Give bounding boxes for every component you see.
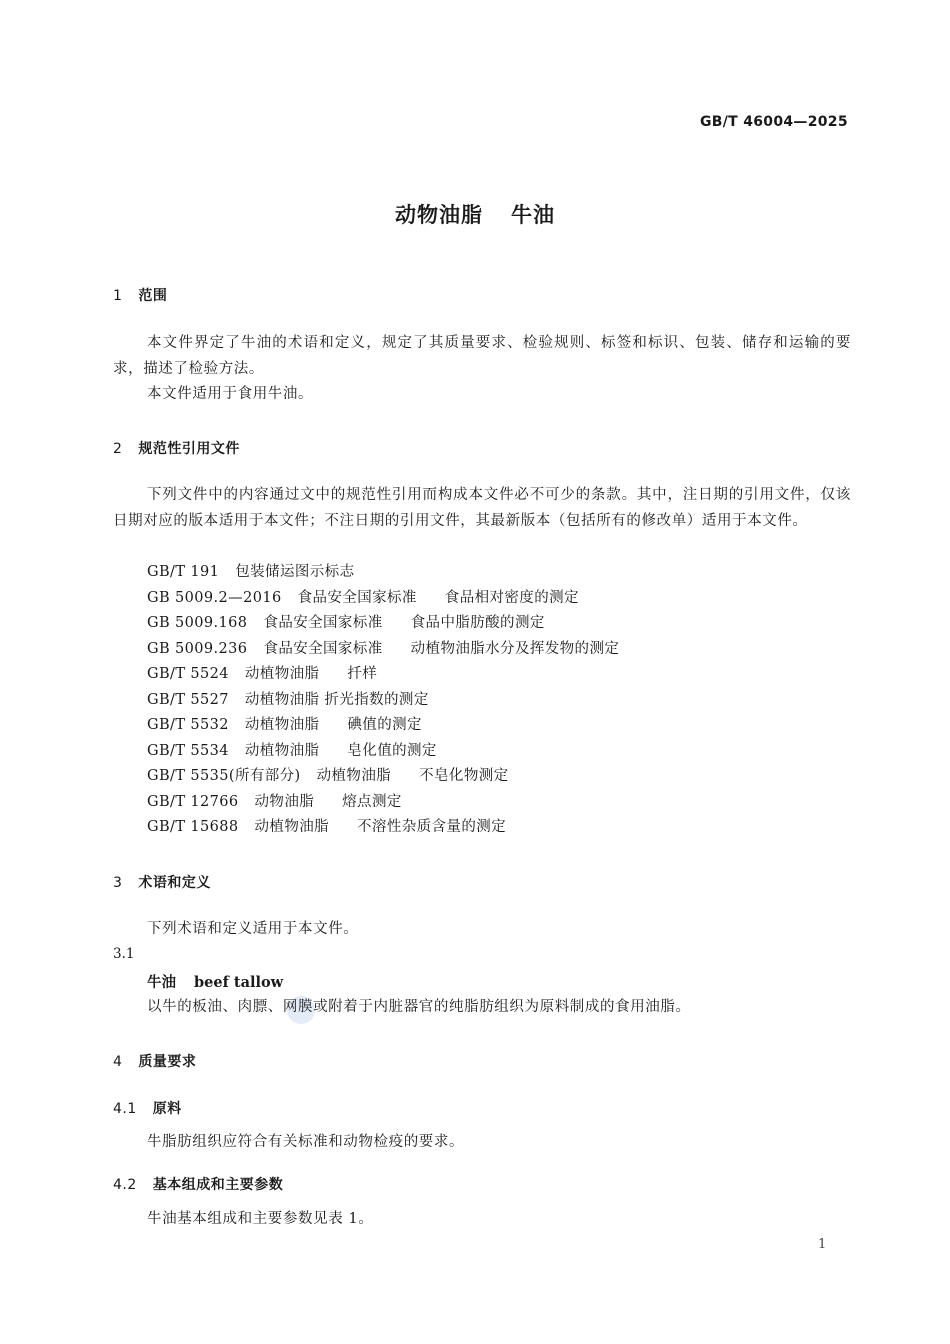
- reference-item: [147, 637, 619, 663]
- reference-subtitle: 动植物油脂水分及挥发物的测定: [410, 641, 620, 657]
- section-4-2-title: 基本组成和主要参数: [152, 1177, 284, 1193]
- reference-subtitle: 扦样: [347, 666, 378, 682]
- reference-subtitle: 食品中脂肪酸的测定: [410, 615, 545, 631]
- reference-title: 食品安全国家标准: [263, 641, 383, 657]
- section-1-paragraph-1: 本文件界定了牛油的术语和定义，规定了其质量要求、检验规则、标签和标识、包装、储存和运输的要求，描述了检验方法。: [113, 335, 851, 377]
- section-4-2-number: 4.2: [113, 1177, 137, 1193]
- reference-code: GB/T 5534: [147, 743, 229, 759]
- title-main: 动物油脂: [395, 203, 483, 227]
- reference-subtitle: 不溶性杂质含量的测定: [357, 819, 507, 835]
- section-3-paragraph-1: 下列术语和定义适用于本文件。: [147, 921, 359, 937]
- section-2-paragraph-1: 下列文件中的内容通过文中的规范性引用而构成本文件必不可少的条款。其中，注日期的引用文件，仅该日期对应的版本适用于本文件；不注日期的引用文件，其最新版本（包括所有的修改单）适用于本文件。: [113, 487, 851, 529]
- reference-item: [147, 739, 437, 765]
- reference-code: GB 5009.236: [147, 641, 248, 657]
- document-title: [0, 199, 950, 229]
- reference-code: GB/T 5532: [147, 717, 229, 733]
- reference-subtitle: 碘值的测定: [347, 717, 422, 733]
- section-1-number: 1: [113, 288, 123, 304]
- section-2-title: 规范性引用文件: [138, 441, 240, 457]
- reference-code: GB/T 12766: [147, 794, 239, 810]
- section-4-2-paragraph: 牛油基本组成和主要参数见表 1。: [147, 1211, 374, 1227]
- section-4-1-title: 原料: [152, 1101, 182, 1117]
- page-number: 1: [818, 1237, 827, 1252]
- section-1-title: 范围: [138, 288, 168, 304]
- standard-code: GB/T 46004—2025: [700, 114, 848, 130]
- term-number: 3.1: [113, 946, 135, 962]
- reference-code: GB/T 191: [147, 564, 220, 580]
- term-definition: 以牛的板油、肉膘、网膜或附着于内脏器官的纯脂肪组织为原料制成的食用油脂。: [147, 999, 691, 1015]
- reference-item: [147, 764, 509, 790]
- reference-code: GB/T 5524: [147, 666, 229, 682]
- section-2-heading: [113, 438, 240, 458]
- reference-code: GB 5009.168: [147, 615, 248, 631]
- section-4-title: 质量要求: [138, 1054, 197, 1070]
- reference-item: [147, 688, 429, 714]
- reference-title: 食品安全国家标准: [263, 615, 383, 631]
- section-1-paragraph-2: 本文件适用于食用牛油。: [147, 386, 314, 402]
- reference-item: [147, 560, 354, 586]
- reference-title: 动植物油脂: [316, 768, 392, 784]
- term-name-zh: 牛油: [147, 975, 176, 991]
- reference-code: GB/T 5527: [147, 692, 229, 708]
- reference-subtitle: 不皂化物测定: [419, 768, 509, 784]
- section-1-heading: [113, 285, 167, 305]
- section-3-number: 3: [113, 875, 123, 891]
- reference-item: [147, 611, 545, 637]
- term-name-en: beef tallow: [194, 974, 284, 991]
- reference-subtitle: 食品相对密度的测定: [444, 590, 579, 606]
- reference-item: [147, 713, 422, 739]
- section-4-number: 4: [113, 1054, 123, 1070]
- term-name: [147, 971, 283, 992]
- reference-code: GB/T 15688: [147, 819, 239, 835]
- reference-title: 食品安全国家标准: [297, 590, 417, 606]
- reference-title: 动植物油脂: [244, 717, 320, 733]
- section-3-heading: [113, 872, 211, 892]
- title-sub: 牛油: [511, 203, 555, 227]
- reference-code: GB/T 5535(所有部分): [147, 768, 301, 784]
- reference-item: [147, 815, 506, 841]
- section-4-1-heading: [113, 1098, 182, 1118]
- section-3-title: 术语和定义: [138, 875, 211, 891]
- reference-title: 动植物油脂: [254, 819, 330, 835]
- reference-item: [147, 790, 402, 816]
- reference-title: 动物油脂: [254, 794, 315, 810]
- reference-item: [147, 662, 377, 688]
- reference-title: 包装储运图示标志: [235, 564, 355, 580]
- section-4-1-number: 4.1: [113, 1101, 137, 1117]
- reference-subtitle: 熔点测定: [342, 794, 402, 810]
- section-4-heading: [113, 1051, 196, 1071]
- reference-title: 动植物油脂: [244, 743, 320, 759]
- section-4-2-heading: [113, 1174, 283, 1194]
- section-2-number: 2: [113, 441, 123, 457]
- reference-subtitle: 皂化值的测定: [347, 743, 437, 759]
- reference-title: 动植物油脂: [244, 666, 320, 682]
- reference-code: GB 5009.2—2016: [147, 590, 282, 606]
- section-4-1-paragraph: 牛脂肪组织应符合有关标准和动物检疫的要求。: [147, 1134, 465, 1150]
- reference-item: [147, 586, 579, 612]
- reference-title: 动植物油脂 折光指数的测定: [244, 692, 429, 708]
